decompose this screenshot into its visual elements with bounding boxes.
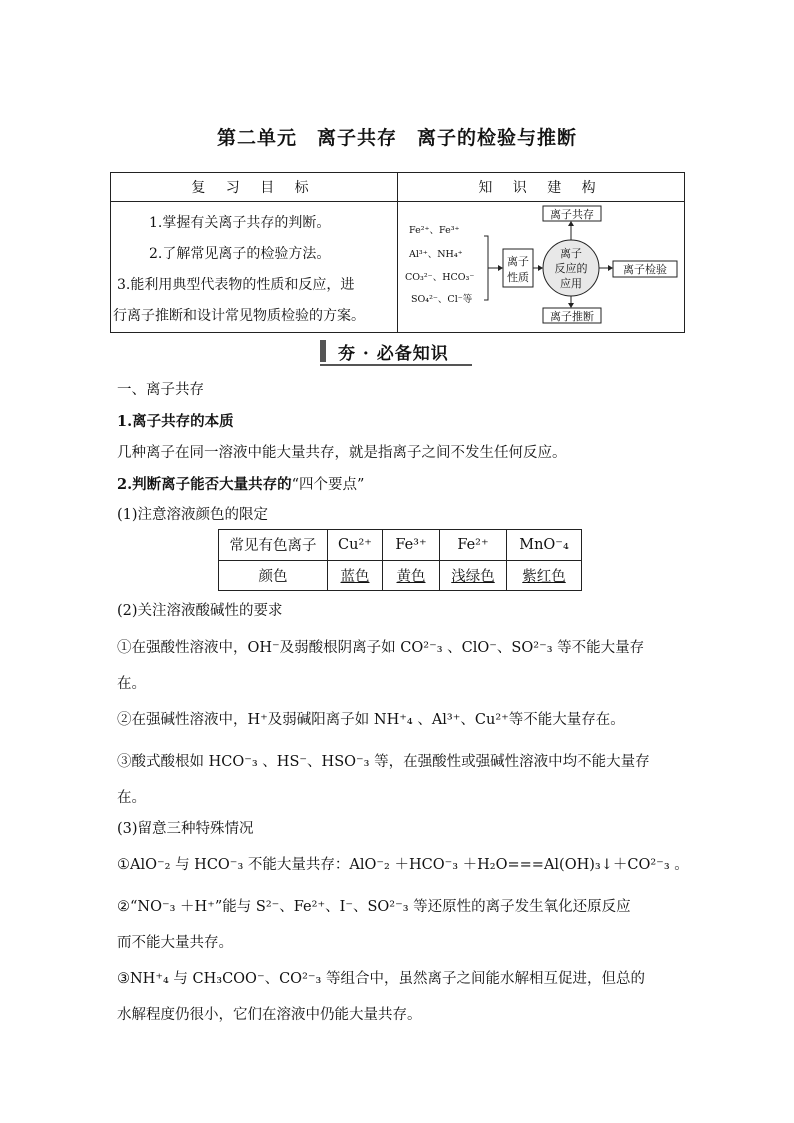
detection-label: 离子检验	[623, 263, 667, 276]
ion-cell: Fe³⁺	[383, 530, 440, 561]
arrow-head	[568, 221, 574, 226]
ion-list-item: Fe²⁺、Fe³⁺	[409, 225, 460, 236]
ion-cell: Cu²⁺	[328, 530, 383, 561]
paragraph: ②“NO⁻₃ ＋H⁺”能与 S²⁻、Fe²⁺、I⁻、SO²⁻₃ 等还原性的离子发生氧化还原反应	[117, 899, 631, 915]
paragraph: ③酸式酸根如 HCO⁻₃ 、HS⁻、HSO⁻₃ 等，在强酸性或强碱性溶液中均不能大量存	[117, 754, 650, 770]
paragraph: 在。	[117, 676, 146, 692]
goal-item: 3.能利用典型代表物的性质和反应，进	[117, 277, 355, 293]
color-cell	[383, 560, 440, 591]
center-label: 应用	[560, 277, 582, 290]
goal-item: 1.掌握有关离子共存的判断。	[149, 215, 331, 231]
color-table	[218, 529, 582, 591]
paragraph: ①AlO⁻₂ 与 HCO⁻₃ 不能大量共存：AlO⁻₂ ＋HCO⁻₃ ＋H₂O===Al(OH)₃↓＋CO²⁻₃ 。	[117, 857, 689, 873]
ion-list-item: SO₄²⁻、Cl⁻等	[411, 294, 473, 305]
center-label: 反应的	[554, 262, 588, 275]
review-goals	[111, 202, 398, 333]
point-heading: (2)关注溶液酸碱性的要求	[117, 603, 283, 619]
color-cell	[328, 560, 383, 591]
paragraph: ①在强酸性溶液中，OH⁻及弱酸根阴离子如 CO²⁻₃ 、ClO⁻、SO²⁻₃ 等不能大量存	[117, 640, 645, 656]
ion-property-label: 性质	[507, 271, 529, 284]
color-value: 浅绿色	[451, 568, 495, 585]
color-value: 蓝色	[340, 568, 370, 585]
knowledge-diagram	[398, 202, 686, 328]
paragraph: 几种离子在同一溶液中能大量共存，就是指离子之间不发生任何反应。	[117, 445, 567, 461]
color-cell	[440, 560, 507, 591]
paragraph: ③NH⁺₄ 与 CH₃COO⁻、CO²⁻₃ 等组合中，虽然离子之间能水解相互促进，但总的	[117, 971, 645, 987]
review-table	[110, 172, 685, 333]
paragraph: ②在强碱性溶液中，H⁺及弱碱阳离子如 NH⁺₄ 、Al³⁺、Cu²⁺等不能大量存在。	[117, 712, 625, 728]
review-goals-header: 复 习 目 标	[111, 173, 398, 202]
section-banner	[320, 336, 472, 366]
ion-property-label: 离子	[507, 255, 529, 268]
coexistence-label: 离子共存	[550, 208, 594, 221]
goal-item: 2.了解常见离子的检验方法。	[149, 246, 331, 262]
banner-bar	[320, 340, 326, 362]
ion-cell: MnO⁻₄	[507, 530, 582, 561]
page-title: 第二单元 离子共存 离子的检验与推断	[216, 127, 577, 149]
ion-list-item: Al³⁺、NH₄⁺	[409, 249, 463, 260]
inference-label: 离子推断	[550, 310, 594, 323]
subheading-quote: “四个要点”	[291, 477, 365, 493]
color-value: 紫红色	[522, 568, 566, 585]
bracket	[484, 236, 488, 300]
paragraph: 而不能大量共存。	[117, 935, 233, 951]
subheading	[117, 473, 364, 494]
arrow-head	[538, 265, 543, 271]
ion-cell: Fe²⁺	[440, 530, 507, 561]
ion-list	[405, 225, 474, 305]
color-row-label: 颜色	[219, 560, 328, 591]
color-value: 黄色	[396, 568, 426, 585]
color-cell	[507, 560, 582, 591]
point-heading: (1)注意溶液颜色的限定	[117, 507, 269, 523]
subheading: 1.离子共存的本质	[117, 413, 234, 430]
subheading-text: 2.判断离子能否大量共存的	[117, 476, 292, 493]
color-table-header: 常见有色离子	[219, 530, 328, 561]
section-heading: 一、离子共存	[117, 382, 204, 398]
arrow-head	[608, 265, 613, 271]
center-label: 离子	[560, 247, 582, 260]
goal-item: 行离子推断和设计常见物质检验的方案。	[113, 308, 365, 324]
knowledge-structure-header: 知 识 建 构	[398, 173, 685, 202]
paragraph: 在。	[117, 790, 146, 806]
knowledge-diagram-cell	[398, 202, 685, 333]
arrow-head	[568, 303, 574, 308]
point-heading: (3)留意三种特殊情况	[117, 821, 254, 837]
ion-list-item: CO₃²⁻、HCO₃⁻	[405, 272, 475, 283]
paragraph: 水解程度仍很小，它们在溶液中仍能大量共存。	[117, 1007, 422, 1023]
arrow-head	[498, 265, 503, 271]
section-banner-title: 夯 · 必备知识	[338, 344, 449, 364]
